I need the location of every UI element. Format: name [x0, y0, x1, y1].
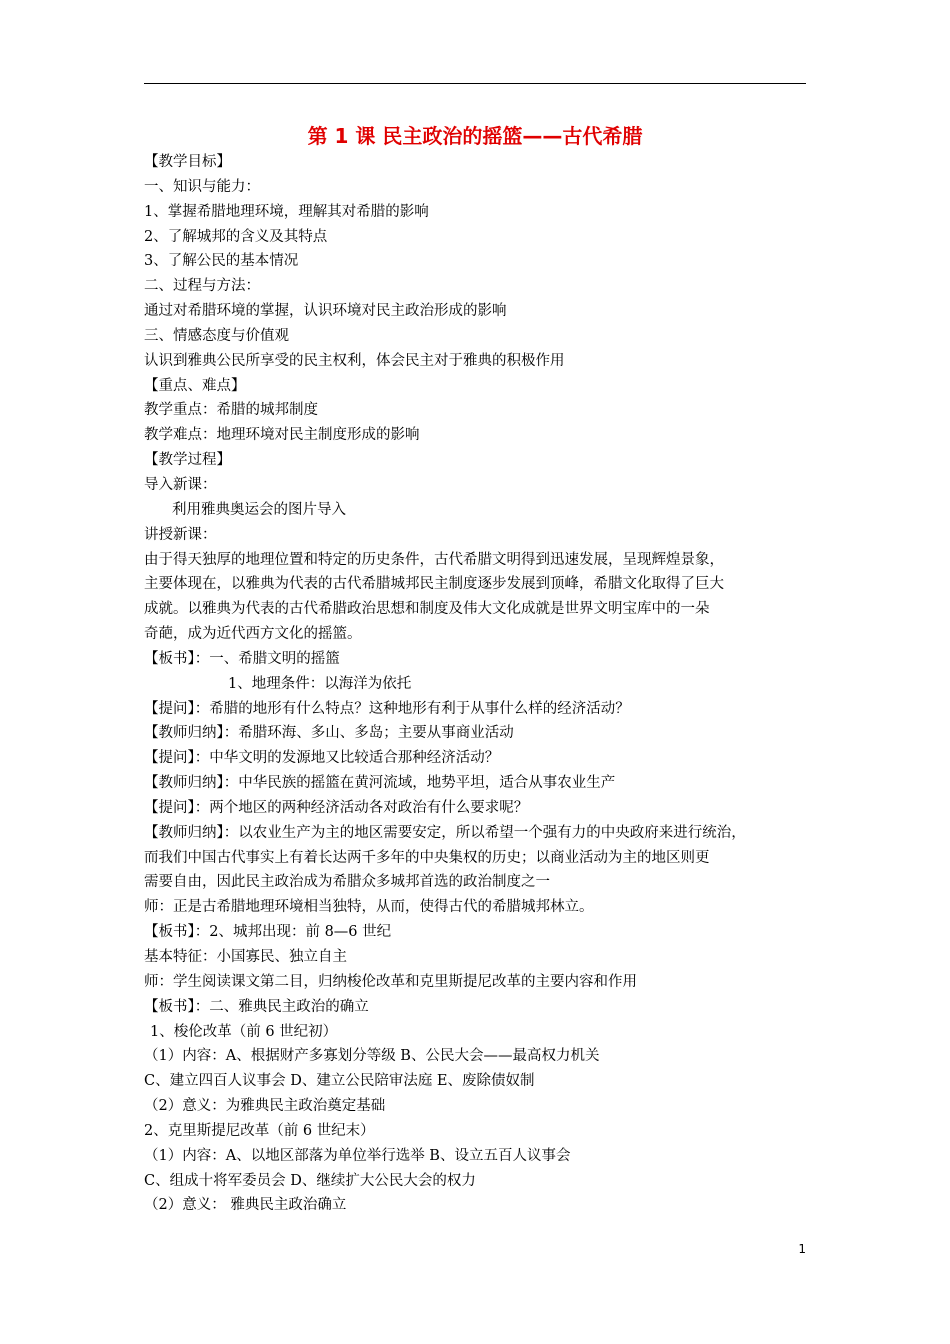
board-note: 【板书】：一、希腊文明的摇篮 [144, 650, 340, 667]
text-line: 认识到雅典公民所享受的民主权利，体会民主对于雅典的积极作用 [144, 352, 565, 369]
board-note: 【板书】：2、城邦出现：前 8—6 世纪 [144, 924, 392, 941]
header-rule [144, 83, 806, 84]
summary-line: 【教师归纳】：以农业生产为主的地区需要安定，所以希望一个强有力的中央政府来进行统治， [144, 824, 746, 841]
paragraph-line: 奇葩，成为近代西方文化的摇篮。 [144, 626, 362, 643]
text-line: （1）内容：A、以地区部落为单位举行选举 B、设立五百人议事会 [144, 1147, 571, 1164]
text-line: 3、了解公民的基本情况 [144, 253, 299, 270]
text-line: 师：学生阅读课文第二目，归纳梭伦改革和克里斯提尼改革的主要内容和作用 [144, 973, 637, 990]
text-line: C、组成十将军委员会 D、继续扩大公民大会的权力 [144, 1172, 476, 1189]
paragraph-line: 而我们中国古代事实上有着长达两千多年的中央集权的历史；以商业活动为主的地区则更 [144, 849, 710, 866]
paragraph-line: 由于得天独厚的地理位置和特定的历史条件，古代希腊文明得到迅速发展，呈现辉煌景象， [144, 551, 724, 568]
text-line: 师：正是古希腊地理环境相当独特，从而，使得古代的希腊城邦林立。 [144, 899, 594, 916]
text-line: 利用雅典奥运会的图片导入 [172, 501, 346, 518]
text-line: 导入新课： [144, 476, 217, 493]
text-line: （2）意义：为雅典民主政治奠定基础 [144, 1098, 386, 1115]
section-heading: 【重点、难点】 [144, 377, 246, 394]
text-line: 1、梭伦改革（前 6 世纪初） [150, 1023, 338, 1040]
text-line: 基本特征：小国寡民、独立自主 [144, 949, 347, 965]
board-note: 1、地理条件：以海洋为依托 [228, 675, 412, 692]
document-body [144, 150, 816, 1218]
text-line: （2）意义： 雅典民主政治确立 [144, 1197, 347, 1214]
question-line: 【提问】：中华文明的发源地又比较适合那种经济活动？ [144, 750, 500, 767]
text-line: 讲授新课： [144, 526, 217, 543]
text-line: 一、知识与能力： [144, 178, 260, 195]
text-line: 2、克里斯提尼改革（前 6 世纪末） [144, 1122, 375, 1139]
board-note: 【板书】：二、雅典民主政治的确立 [144, 998, 369, 1015]
text-line: 教学重点：希腊的城邦制度 [144, 402, 318, 419]
text-line: 三、情感态度与价值观 [144, 327, 289, 344]
question-line: 【提问】：希腊的地形有什么特点？这种地形有利于从事什么样的经济活动？ [144, 700, 630, 717]
text-line: 二、过程与方法： [144, 278, 260, 295]
paragraph-line: 主要体现在，以雅典为代表的古代希腊城邦民主制度逐步发展到顶峰，希腊文化取得了巨大 [144, 576, 724, 593]
paragraph-line: 需要自由，因此民主政治成为希腊众多城邦首选的政治制度之一 [144, 874, 550, 891]
text-line: 教学难点：地理环境对民主制度形成的影响 [144, 427, 420, 444]
section-heading: 【教学目标】 [144, 154, 231, 170]
paragraph-line: 成就。以雅典为代表的古代希腊政治思想和制度及伟大文化成就是世界文明宝库中的一朵 [144, 601, 710, 618]
page-title: 第 1 课 民主政治的摇篮——古代希腊 [307, 124, 643, 148]
text-line: 1、掌握希腊地理环境，理解其对希腊的影响 [144, 203, 429, 220]
summary-line: 【教师归纳】：中华民族的摇篮在黄河流域，地势平坦，适合从事农业生产 [144, 775, 616, 792]
summary-line: 【教师归纳】：希腊环海、多山、多岛；主要从事商业活动 [144, 725, 514, 742]
page-number: 1 [798, 1242, 806, 1256]
text-line: C、建立四百人议事会 D、建立公民陪审法庭 E、废除债奴制 [144, 1073, 535, 1090]
question-line: 【提问】：两个地区的两种经济活动各对政治有什么要求呢？ [144, 799, 529, 816]
text-line: 2、了解城邦的含义及其特点 [144, 228, 328, 245]
text-line: 通过对希腊环境的掌握，认识环境对民主政治形成的影响 [144, 303, 507, 320]
text-line: （1）内容：A、根据财产多寡划分等级 B、公民大会——最高权力机关 [144, 1048, 600, 1065]
section-heading: 【教学过程】 [144, 452, 231, 469]
